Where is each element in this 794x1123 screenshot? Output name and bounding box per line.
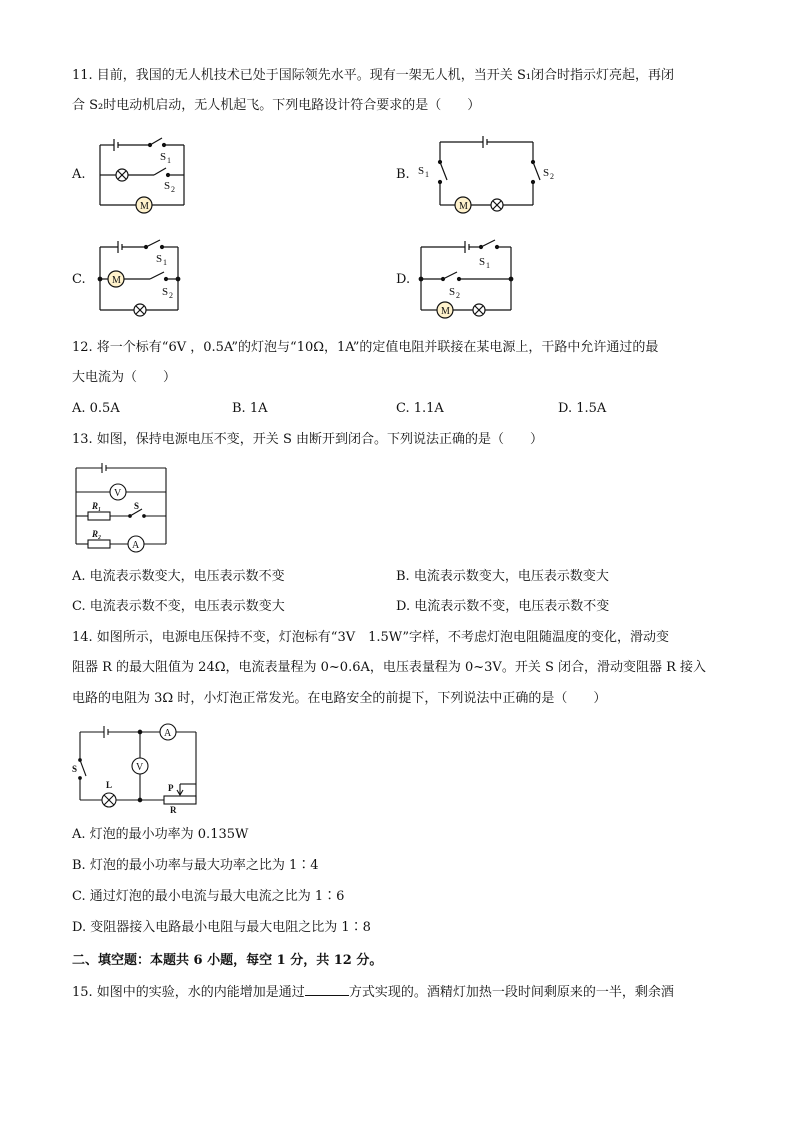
q11-stem-line2: 合 S₂时电动机启动，无人机起飞。下列电路设计符合要求的是（ ） (72, 98, 481, 113)
q11-option-b-label: B. (396, 167, 410, 182)
q12-stem-line2: 大电流为（ ） (72, 370, 177, 385)
q14-stem-line2: 阻器 R 的最大阻值为 24Ω，电流表量程为 0~0.6A，电压表量程为 0~3V。开关 S 闭合，滑动变阻器 R 接入 (72, 660, 707, 675)
svg-text:1: 1 (486, 261, 490, 270)
q15-text-b: 方式实现的。酒精灯加热一段时间剩原来的一半，剩余酒 (348, 985, 674, 1000)
svg-text:R: R (170, 805, 177, 815)
svg-text:S: S (543, 167, 550, 179)
q14-circuit (72, 722, 212, 814)
svg-text:S: S (160, 151, 167, 163)
q12-option-a[interactable]: A. 0.5A (72, 401, 120, 416)
q12-option-b[interactable]: B. 1A (232, 401, 268, 416)
q11-circuit-b (415, 130, 565, 215)
svg-text:1: 1 (167, 156, 171, 165)
q14-option-b[interactable]: B. 灯泡的最小功率与最大功率之比为 1∶4 (72, 858, 319, 873)
q11-option-c-label: C. (72, 272, 86, 287)
svg-text:S: S (479, 256, 486, 268)
q13-option-a[interactable]: A. 电流表示数变大，电压表示数不变 (72, 569, 285, 584)
svg-text:S: S (72, 764, 78, 774)
ammeter-icon: A (132, 540, 140, 551)
q15-blank-1[interactable] (305, 983, 349, 996)
q11-option-d-label: D. (396, 272, 411, 287)
svg-text:1: 1 (425, 170, 429, 179)
q12-stem-line1: 12. 将一个标有“6V ，0.5A”的灯泡与“10Ω，1A”的定值电阻并联接在某电源上，干路中允许通过的最 (72, 340, 659, 355)
q13-option-b[interactable]: B. 电流表示数变大，电压表示数变大 (396, 569, 609, 584)
q12-option-c[interactable]: C. 1.1A (396, 401, 444, 416)
section-heading: 二、填空题：本题共 6 小题，每空 1 分，共 12 分。 (72, 953, 383, 968)
svg-text:S: S (164, 180, 171, 192)
q14-option-c[interactable]: C. 通过灯泡的最小电流与最大电流之比为 1∶6 (72, 889, 345, 904)
q11-option-a-label: A. (72, 167, 86, 182)
motor-icon: M (112, 275, 121, 286)
svg-text:L: L (106, 780, 113, 790)
q14-stem-line3: 电路的电阻为 3Ω 时，小灯泡正常发光。在电路安全的前提下，下列说法中正确的是（ ） (72, 691, 607, 706)
svg-text:S: S (134, 501, 140, 511)
voltmeter-icon: V (114, 488, 122, 499)
svg-text:P: P (168, 783, 174, 793)
svg-text:2: 2 (550, 172, 554, 181)
svg-text:S: S (418, 165, 425, 177)
svg-text:S: S (162, 286, 169, 298)
svg-text:S: S (156, 253, 163, 265)
q14-stem-line1: 14. 如图所示，电源电压保持不变，灯泡标有“3V 1.5W”字样，不考虑灯泡电阻随温度的变化，滑动变 (72, 630, 670, 645)
q12-option-d[interactable]: D. 1.5A (558, 401, 607, 416)
q15-stem-line1 (72, 983, 674, 1002)
svg-text:2: 2 (169, 291, 173, 300)
q14-option-d[interactable]: D. 变阻器接入电路最小电阻与最大电阻之比为 1∶8 (72, 920, 371, 935)
motor-icon: M (459, 201, 468, 212)
motor-icon: M (441, 306, 450, 317)
q13-option-c[interactable]: C. 电流表示数不变，电压表示数变大 (72, 599, 285, 614)
svg-text:2: 2 (171, 185, 175, 194)
q13-stem: 13. 如图，保持电源电压不变，开关 S 由断开到闭合。下列说法正确的是（ ） (72, 432, 543, 447)
svg-text:S: S (449, 286, 456, 298)
q11-circuit-d (415, 235, 525, 325)
svg-text:1: 1 (163, 258, 167, 267)
q11-circuit-c (92, 235, 192, 325)
q11-circuit-a (92, 130, 192, 220)
svg-text:R₁: R₁ (92, 501, 102, 511)
ammeter-icon: A (164, 728, 172, 739)
q15-text-a: 15. 如图中的实验，水的内能增加是通过 (72, 985, 305, 1000)
q13-option-d[interactable]: D. 电流表示数不变，电压表示数不变 (396, 599, 610, 614)
motor-icon: M (140, 201, 149, 212)
q13-circuit (72, 460, 172, 552)
q11-stem-line1: 11. 目前，我国的无人机技术已处于国际领先水平。现有一架无人机，当开关 S₁闭合时指示灯亮起，再闭 (72, 68, 675, 83)
svg-text:R₂: R₂ (92, 529, 102, 539)
voltmeter-icon: V (136, 762, 144, 773)
q14-option-a[interactable]: A. 灯泡的最小功率为 0.135W (72, 827, 249, 842)
svg-text:2: 2 (456, 291, 460, 300)
